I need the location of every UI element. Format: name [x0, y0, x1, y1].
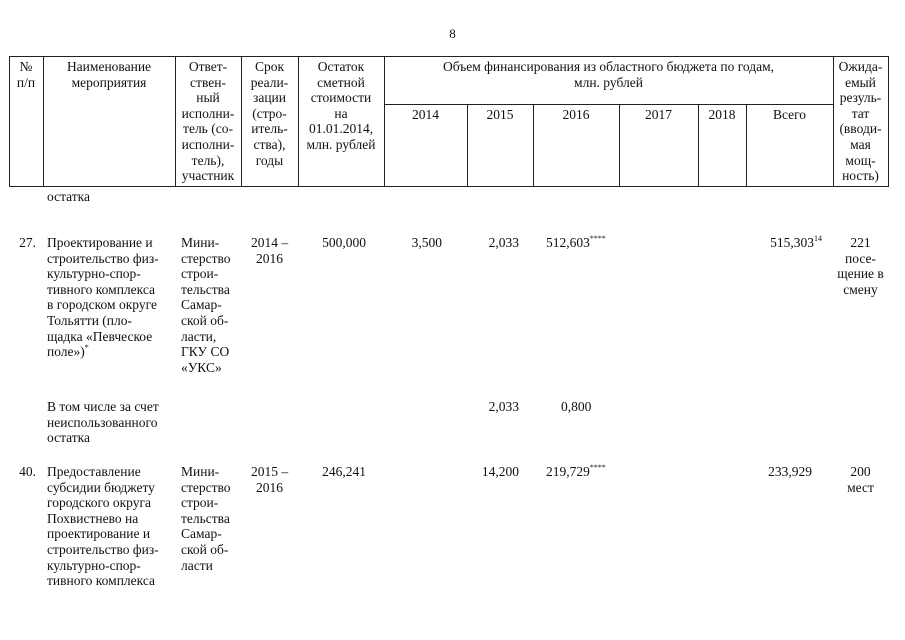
- row-2016: 219,729****: [546, 462, 606, 479]
- header-result: Ожида- емый резуль- тат (вводи- мая мощ- ность): [838, 59, 883, 184]
- row-name: Проектирование и строительство физ- культурно-спор- тивного комплекса в городском округе Тольятти (пло- щадка «Певческое поле»)*: [47, 235, 159, 360]
- row-2016: 0,800: [561, 399, 592, 414]
- header-period: Срок реали- зации (стро- итель- ства), годы: [250, 59, 289, 168]
- row-2015: 2,033: [488, 235, 519, 250]
- row-result: 200 мест: [847, 464, 874, 495]
- row-executor: Мини- стерство строи- тельства Самар- ской об- ласти, ГКУ СО «УКС»: [181, 235, 231, 375]
- row-2015: 2,033: [488, 399, 519, 414]
- row-2016: 512,603****: [546, 233, 606, 250]
- footnote-mark: ****: [589, 462, 606, 472]
- header-year-2018: 2018: [708, 107, 736, 122]
- header-executor: Ответ- ствен- ный исполни- тель (со- исполни- тель), участник: [181, 59, 235, 184]
- row-number: 27.: [19, 235, 36, 250]
- header-funding: Объем финансирования из областного бюджета по годам, млн. рублей: [442, 59, 775, 90]
- row-result: 221 посе- щение в смену: [837, 235, 884, 297]
- row-period: 2014 – 2016: [250, 235, 289, 266]
- header-year-2016: 2016: [562, 107, 590, 122]
- header-name: Наименование мероприятия: [66, 59, 152, 90]
- row-number: 40.: [19, 464, 36, 479]
- page-number: 8: [449, 26, 456, 41]
- row-executor: Мини- стерство строи- тельства Самар- ской об- ласти: [181, 464, 231, 573]
- header-balance: Остаток сметной стоимости на 01.01.2014, млн. рублей: [306, 59, 376, 152]
- carryover-text: остатка: [47, 189, 91, 204]
- row-2015: 14,200: [481, 464, 519, 479]
- header-year-2017: 2017: [645, 107, 672, 122]
- header-total: Всего: [772, 107, 807, 122]
- row-balance: 500,000: [322, 235, 366, 250]
- row-balance: 246,241: [322, 464, 366, 479]
- row-name: Предоставление субсидии бюджету городского округа Похвистнево на проектирование и строительство физ- культурно-спор- тивного комплекса: [47, 464, 159, 589]
- footnote-mark: 14: [814, 233, 822, 243]
- row-total: 515,303$^{14}$: [770, 233, 822, 250]
- row-period: 2015 – 2016: [250, 464, 289, 495]
- row-total: 233,929: [768, 464, 812, 479]
- row-name: В том числе за счет неиспользованного остатка: [47, 399, 159, 446]
- footnote-mark: *: [84, 342, 89, 352]
- header-num: № п/п: [16, 59, 36, 90]
- header-year-2015: 2015: [486, 107, 514, 122]
- row-2014: 3,500: [411, 235, 442, 250]
- header-year-2014: 2014: [412, 107, 439, 122]
- footnote-mark: ****: [589, 233, 606, 243]
